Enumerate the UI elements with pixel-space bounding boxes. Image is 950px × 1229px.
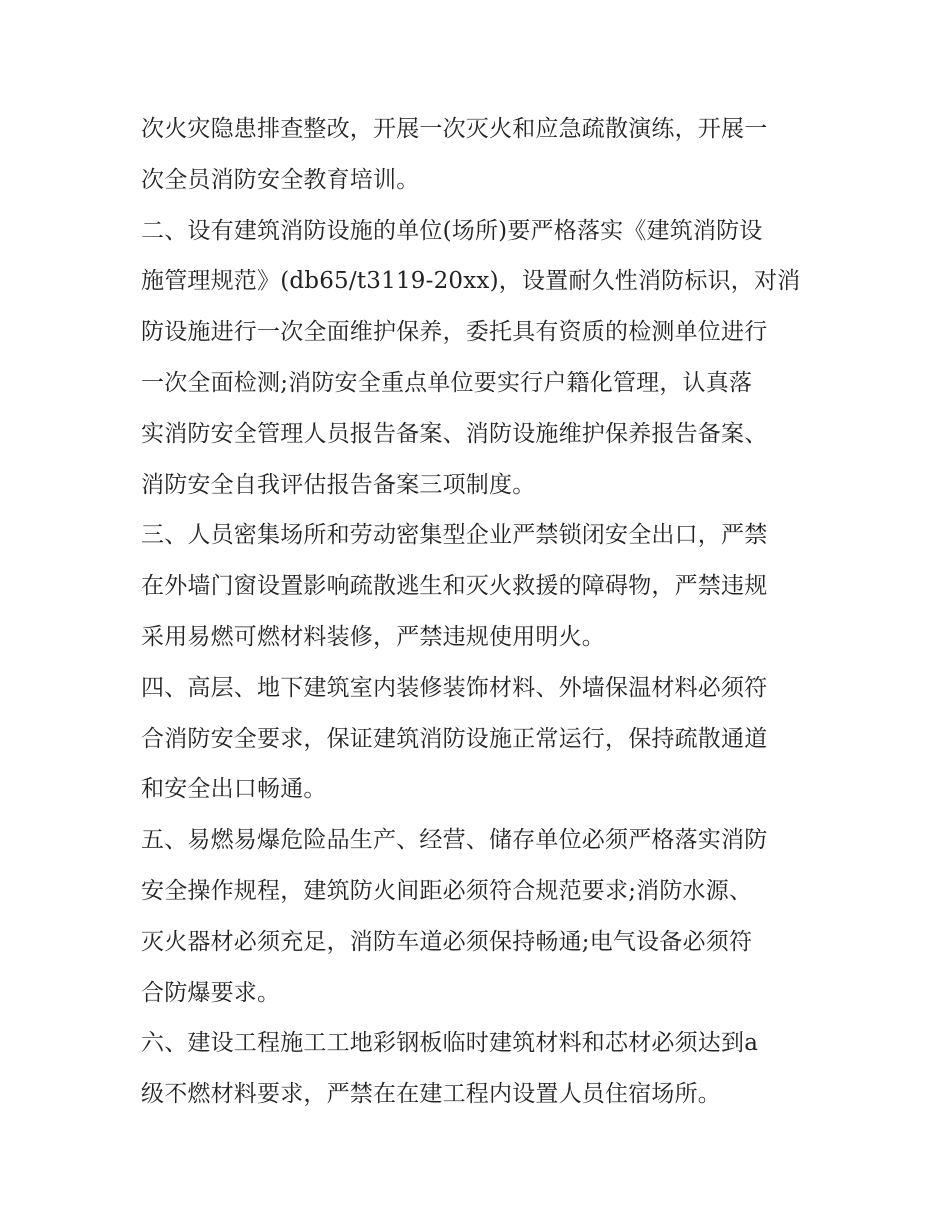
text-line: 三、人员密集场所和劳动密集型企业严禁锁闭安全出口，严禁 [141,522,768,549]
paragraph-item-4 [141,663,821,815]
text-line: 在外墙门窗设置影响疏散逃生和灭火救援的障碍物，严禁违规 [141,573,768,600]
text-line: 防设施进行一次全面维护保养，委托具有资质的检测单位进行 [141,319,768,346]
document-body [141,104,821,1120]
text-line: 实消防安全管理人员报告备案、消防设施维护保养报告备案、 [141,420,768,447]
text-line: 五、易燃易爆危险品生产、经营、储存单位必须严格落实消防 [141,827,768,854]
text-line: 级不燃材料要求，严禁在在建工程内设置人员住宿场所。 [141,1081,721,1108]
text-line: 采用易燃可燃材料装修，严禁违规使用明火。 [141,623,605,650]
text-line: 安全操作规程，建筑防火间距必须符合规范要求;消防水源、 [141,877,753,904]
paragraph-item-6 [141,1018,821,1120]
text-line: 一次全面检测;消防安全重点单位要实行户籍化管理，认真落 [141,369,753,396]
paragraph-fire-hazard-continuation [141,104,821,206]
text-line: 合消防安全要求，保证建筑消防设施正常运行，保持疏散通道 [141,725,768,752]
text-line: 四、高层、地下建筑室内装修装饰材料、外墙保温材料必须符 [141,674,768,701]
text-line: 次火灾隐患排查整改，开展一次灭火和应急疏散演练，开展一 [141,116,768,142]
text-line: 次全员消防安全教育培训。 [141,166,420,193]
paragraph-item-3 [141,510,821,662]
text-line: 消防安全自我评估报告备案三项制度。 [141,471,536,498]
text-line: 灭火器材必须充足，消防车道必须保持畅通;电气设备必须符 [141,928,753,955]
text-line: 二、设有建筑消防设施的单位(场所)要严格落实《建筑消防设 [141,217,763,244]
paragraph-item-2 [141,206,821,511]
paragraph-item-5 [141,815,821,1018]
text-line: 和安全出口畅通。 [141,776,327,803]
text-line: 六、建设工程施工工地彩钢板临时建筑材料和芯材必须达到a [141,1030,759,1057]
text-line: 施管理规范》(db65/t3119-20xx)，设置耐久性消防标识，对消 [141,268,801,295]
text-line: 合防爆要求。 [141,979,281,1006]
